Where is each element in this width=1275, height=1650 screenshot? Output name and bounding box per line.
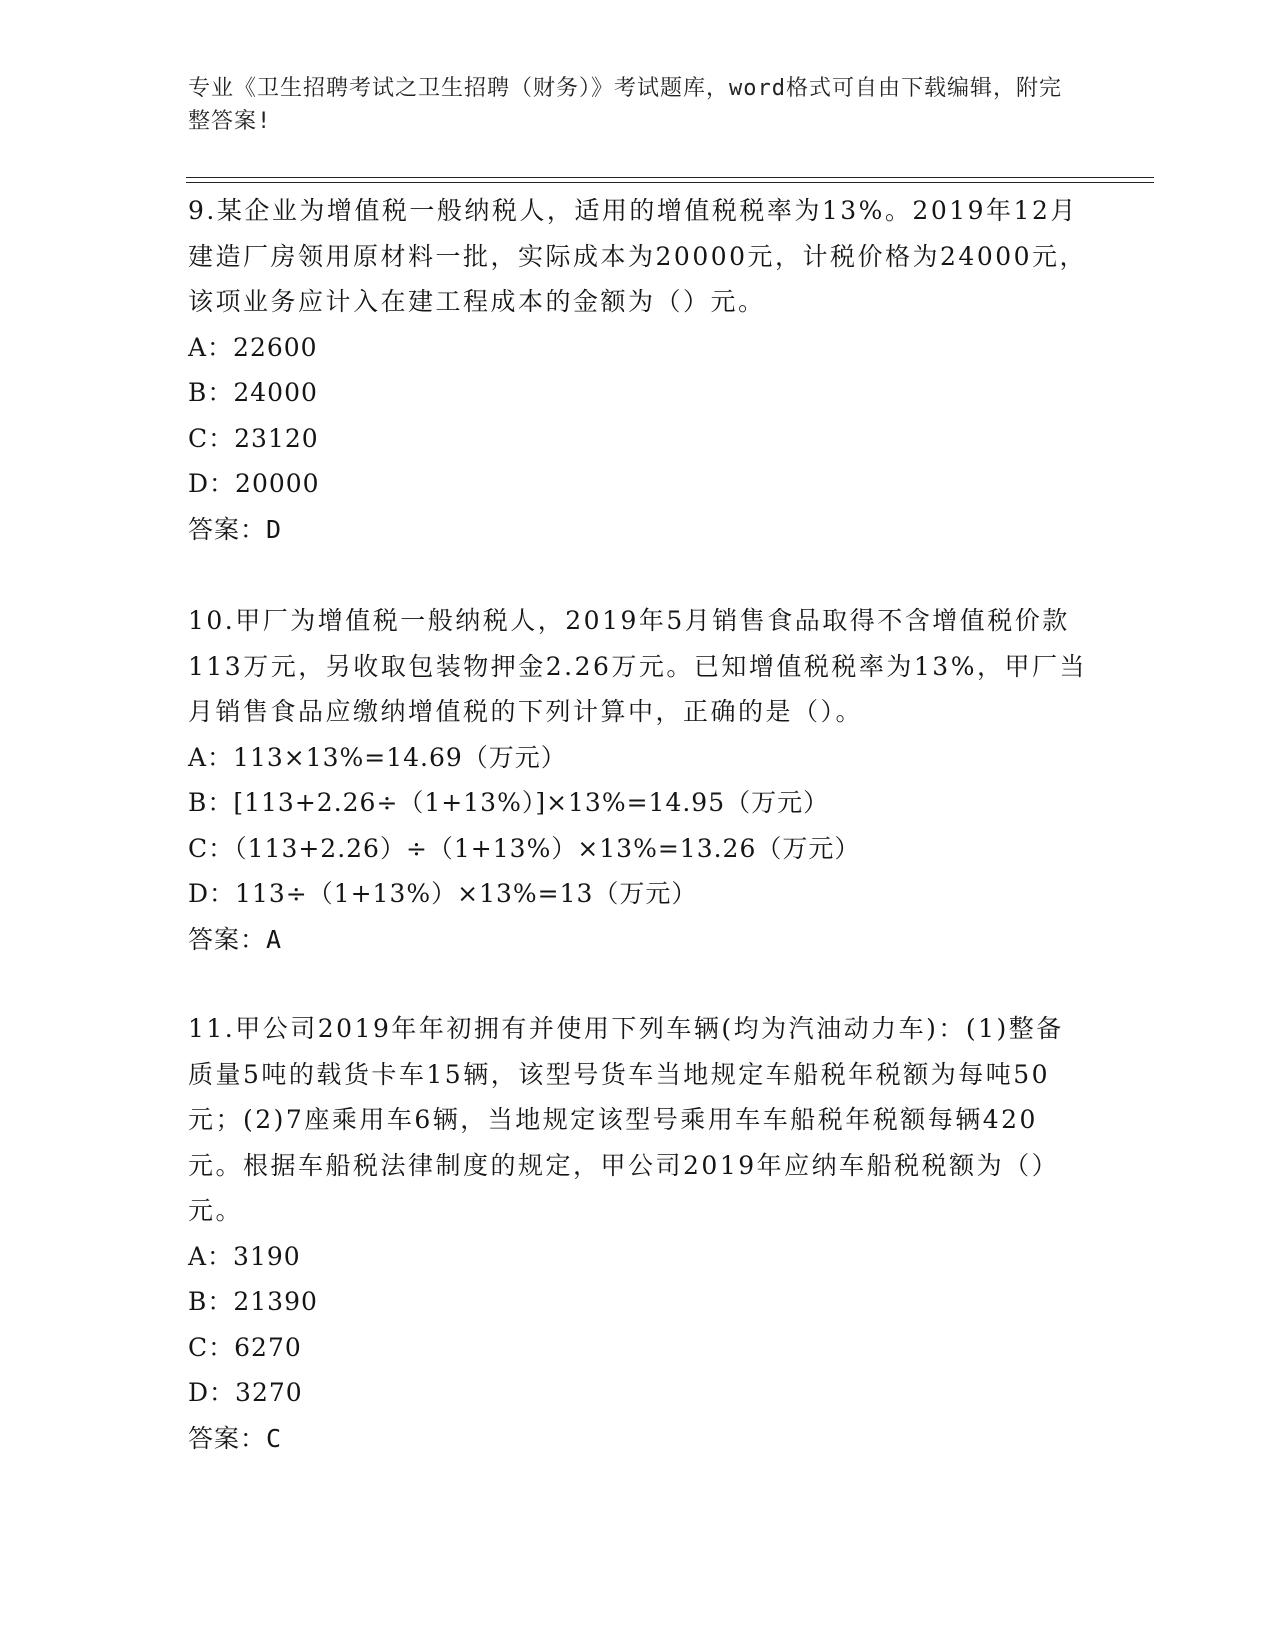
- option-c: C：6270: [188, 1332, 302, 1362]
- question-11: [188, 1006, 1088, 1461]
- answer-line: 答案：A: [188, 924, 283, 954]
- option-a: A：113×13%=14.69（万元）: [188, 742, 567, 772]
- option-c: C：（113+2.26）÷（1+13%）×13%=13.26（万元）: [188, 833, 861, 863]
- header-rule-top: [186, 177, 1154, 178]
- header-rule-bottom: [186, 182, 1154, 183]
- option-a: A：22600: [188, 332, 318, 362]
- question-stem: 9.某企业为增值税一般纳税人，适用的增值税税率为13%。2019年12月建造厂房领用原材料一批，实际成本为20000元，计税价格为24000元，该项业务应计入在建工程成本的金额为（）元。: [188, 196, 1088, 316]
- question-9: [188, 188, 1088, 552]
- question-10: [188, 598, 1088, 962]
- option-b: B：[113+2.26÷（1+13%）]×13%=14.95（万元）: [188, 788, 830, 817]
- option-d: D：113÷（1+13%）×13%=13（万元）: [188, 879, 698, 908]
- question-stem: 10.甲厂为增值税一般纳税人，2019年5月销售食品取得不含增值税价款113万元，另收取包装物押金2.26万元。已知增值税税率为13%，甲厂当月销售食品应缴纳增值税的下列计算中，正确的是（）。: [188, 606, 1087, 726]
- answer-line: 答案：D: [188, 514, 283, 544]
- document-header: 专业《卫生招聘考试之卫生招聘（财务）》考试题库，word格式可自由下载编辑，附完整答案!: [188, 76, 1062, 134]
- option-b: B：24000: [188, 378, 318, 407]
- option-d: D：20000: [188, 469, 320, 498]
- option-c: C：23120: [188, 423, 319, 453]
- option-b: B：21390: [188, 1287, 318, 1316]
- question-stem: 11.甲公司2019年年初拥有并使用下列车辆(均为汽油动力车)：(1)整备质量5吨的载货卡车15辆，该型号货车当地规定车船税年税额为每吨50元；(2)7座乘用车6辆，当地规定该型号乘用车车船税年税额每辆420元。根据车船税法律制度的规定，甲公司2019年应纳车船税税额为（）元。: [188, 1014, 1064, 1225]
- answer-line: 答案：C: [188, 1423, 283, 1453]
- option-a: A：3190: [188, 1241, 301, 1271]
- option-d: D：3270: [188, 1378, 303, 1407]
